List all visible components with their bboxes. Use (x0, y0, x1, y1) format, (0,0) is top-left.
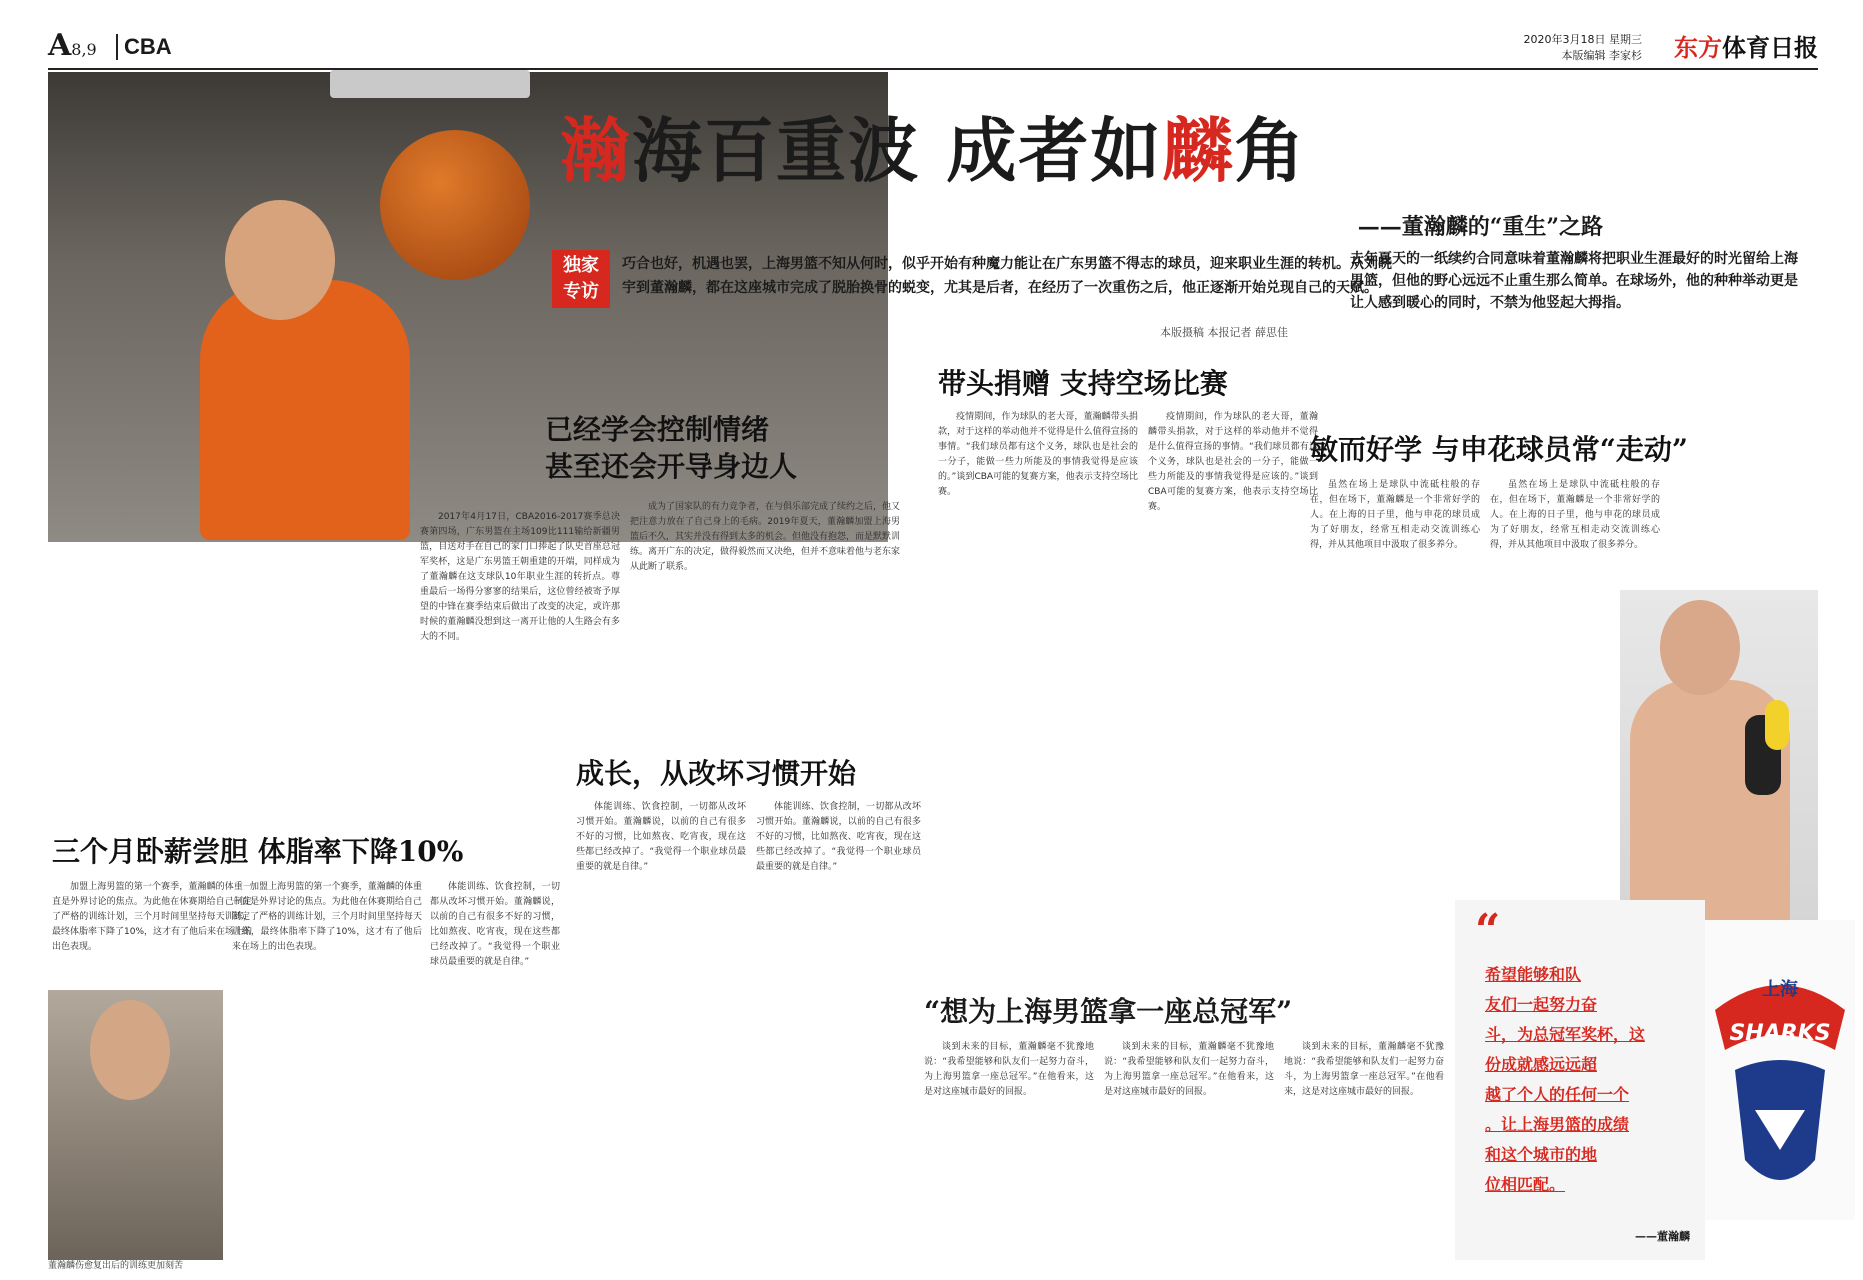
article-column: 虽然在场上是球队中流砥柱般的存在，但在场下，董瀚麟是一个非常好学的人。在上海的日子里，他与申花的球员成为了好朋友，经常互相走动交流训练心得，并从其他项目中汲取了很多养分。 (1310, 480, 1480, 550)
head-championship: “想为上海男篮拿一座总冠军” (924, 995, 1293, 1028)
training-photo-face (90, 1000, 170, 1100)
intro-paragraph: 巧合也好，机遇也罢，上海男篮不知从何时，似乎开始有种魔力能让在广东男篮不得志的球员，迎来职业生涯的转机。从刘晓宇到董瀚麟，都在这座城市完成了脱胎换骨的蜕变，尤其是后者，在经历了一次重伤之后，他正逐渐开始兑现自己的天赋。 (622, 256, 1392, 296)
article-column: 疫情期间，作为球队的老大哥，董瀚麟带头捐款，对于这样的举动他并不觉得是什么值得宣扬的事情。“我们球员都有这个义务，球队也是社会的一分子，能做一些力所能及的事情我觉得是应该的。”谈到CBA可能的复赛方案，他表示支持空场比赛。 (938, 412, 1138, 497)
article-column: 2017年4月17日，CBA2016-2017赛季总决赛第四场，广东男篮在主场109比111输给新疆男篮，目送对手在自己的家门口捧起了队史首座总冠军奖杯，这是广东男篮王朝重建的开端，同样成为了董瀚麟在这支球队10年职业生涯的转折点。尊重最后一场得分寥寥的结果后，这位曾经被寄予厚望的中锋在赛季结束后做出了改变的决定，或许那时候的董瀚麟没想到这一离开让他的人生路会有多大的不同。 (420, 512, 620, 642)
head-control-emotions-1: 已经学会控制情绪 (545, 413, 770, 446)
logo-text-sharks: SHARKS (1729, 1021, 1831, 1046)
issue-date: 2020年3月18日 星期三 (1523, 33, 1642, 46)
sub-headline: ——董瀚麟的“重生”之路 (1357, 214, 1603, 240)
banana-image (1765, 700, 1789, 750)
player-jersey (200, 280, 410, 540)
page-number: A8,9 (48, 28, 97, 63)
article-column: 疫情期间，作为球队的老大哥，董瀚麟带头捐款，对于这样的举动他并不觉得是什么值得宣扬的事情。“我们球员都有这个义务，球队也是社会的一分子，能做一些力所能及的事情我觉得是应该的。”谈到CBA可能的复赛方案，他表示支持空场比赛。 (1148, 412, 1318, 512)
masthead-logo: 东方体育日报 (1674, 33, 1818, 62)
head-studious: 敏而好学 与申花球员常“走动” (1310, 433, 1688, 466)
article-column: 谈到未来的目标，董瀚麟毫不犹豫地说：“我希望能够和队友们一起努力奋斗，为上海男篮拿一座总冠军。”在他看来，这是对这座城市最好的回报。 (1104, 1042, 1274, 1097)
head-growth: 成长，从改坏习惯开始 (576, 757, 857, 790)
shanghai-sharks-logo (1705, 920, 1855, 1220)
article-column: 虽然在场上是球队中流砥柱般的存在，但在场下，董瀚麟是一个非常好学的人。在上海的日子里，他与申花的球员成为了好朋友，经常互相走动交流训练心得，并从其他项目中汲取了很多养分。 (1490, 480, 1660, 550)
player-head (225, 200, 335, 320)
article-column: 谈到未来的目标，董瀚麟毫不犹豫地说：“我希望能够和队友们一起努力奋斗，为上海男篮拿一座总冠军。”在他看来，这是对这座城市最好的回报。 (924, 1042, 1094, 1097)
article-column: 体能训练、饮食控制，一切都从改坏习惯开始。董瀚麟说，以前的自己有很多不好的习惯，比如熬夜、吃宵夜，现在这些都已经改掉了。“我觉得一个职业球员最重要的就是自律。” (430, 882, 560, 967)
basket-hoop (330, 70, 530, 98)
page-header (48, 28, 1818, 70)
head-donation: 带头捐赠 支持空场比赛 (938, 367, 1228, 400)
article-column: 体能训练、饮食控制，一切都从改坏习惯开始。董瀚麟说，以前的自己有很多不好的习惯，比如熬夜、吃宵夜，现在这些都已经改掉了。“我觉得一个职业球员最重要的就是自律。” (756, 802, 921, 872)
quote-attribution: ——董瀚麟 (1635, 1230, 1690, 1243)
byline: 本版摄稿 本报记者 薛思佳 (1160, 326, 1288, 339)
editor-credit: 本版编辑 李家杉 (1561, 49, 1642, 62)
article-column: 成为了国家队的有力竞争者，在与俱乐部完成了续约之后，他又把注意力放在了自己身上的毛病。2019年夏天，董瀚麟加盟上海男篮后不久，其实并没有得到太多的机会。但他没有抱怨，而是默默训练。离开广东的决定，做得毅然而又决绝，但并不意味着他与老东家从此断了联系。 (630, 502, 900, 572)
main-headline: 瀚海百重波 成者如麟角 (560, 109, 1307, 192)
date-info (1524, 32, 1643, 64)
article-column: 谈到未来的目标，董瀚麟毫不犹豫地说：“我希望能够和队友们一起努力奋斗，为上海男篮拿一座总冠军。”在他看来，这是对这座城市最好的回报。 (1284, 1042, 1444, 1097)
photo-caption: 董瀚麟伤愈复出后的训练更加刻苦 (48, 1261, 184, 1271)
section-label: CBA (116, 34, 172, 60)
article-column: 体能训练、饮食控制，一切都从改坏习惯开始。董瀚麟说，以前的自己有很多不好的习惯，比如熬夜、吃宵夜，现在这些都已经改掉了。“我觉得一个职业球员最重要的就是自律。” (576, 802, 746, 872)
article-column: 加盟上海男篮的第一个赛季，董瀚麟的体重一直是外界讨论的焦点。为此他在休赛期给自己制定了严格的训练计划，三个月时间里坚持每天训练，最终体脂率下降了10%，这才有了他后来在场上的出色表现。 (232, 882, 422, 952)
article-column: 加盟上海男篮的第一个赛季，董瀚麟的体重一直是外界讨论的焦点。为此他在休赛期给自己制定了严格的训练计划，三个月时间里坚持每天训练，最终体脂率下降了10%，这才有了他后来在场上的出色表现。 (52, 882, 252, 952)
pull-quote-text: 希望能够和队 友们一起努力奋 斗，为总冠军奖杯，这 份成就感远远超 越了个人的任何一个 。让上海男篮的成绩 和这个城市的地 位相匹配。 (1485, 965, 1646, 1194)
quote-mark-icon: “ (1475, 905, 1501, 956)
head-body-fat: 三个月卧薪尝胆 体脂率下降10% (52, 835, 464, 868)
logo-text-cn: 上海 (1762, 979, 1798, 1000)
player-face (1660, 600, 1740, 695)
exclusive-tag: 独家 专访 (552, 250, 610, 308)
basketball-image (380, 130, 530, 280)
lead-paragraph: 去年夏天的一纸续约合同意味着董瀚麟将把职业生涯最好的时光留给上海男篮，但他的野心远远不止重生那么简单。在球场外，他的种种举动更是让人感到暖心的同时，不禁为他竖起大拇指。 (1350, 251, 1798, 311)
head-control-emotions-2: 甚至还会开导身边人 (545, 450, 798, 483)
